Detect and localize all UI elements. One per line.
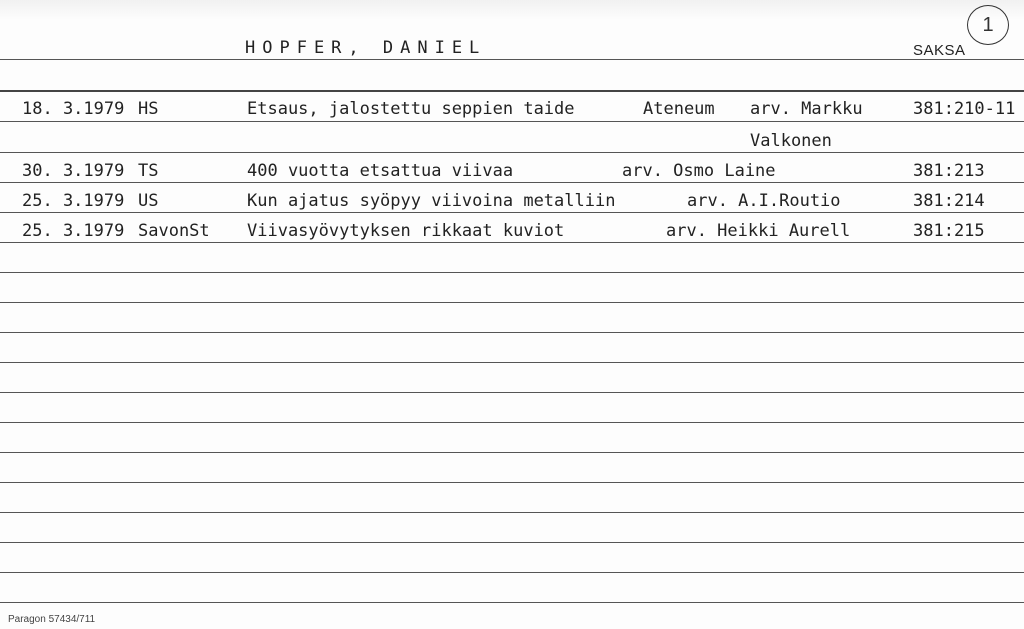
rule-line — [0, 121, 1024, 122]
rule-line — [0, 392, 1024, 393]
rule-line — [0, 182, 1024, 183]
entry-title: Kun ajatus syöpyy viivoina metalliin — [247, 191, 616, 211]
entry-paper: HS — [138, 99, 159, 119]
rule-line — [0, 332, 1024, 333]
entry-reviewer: arv. Markku — [750, 99, 863, 119]
rule-line — [0, 242, 1024, 243]
entry-venue: Ateneum — [643, 99, 715, 119]
entry-code: 381:215 — [913, 221, 985, 241]
rule-line — [0, 152, 1024, 153]
top-edge-shade — [0, 0, 1024, 20]
person-name: HOPFER, DANIEL — [245, 38, 487, 58]
rule-line — [0, 572, 1024, 573]
rule-line — [0, 212, 1024, 213]
rule-line — [0, 482, 1024, 483]
rule-line — [0, 302, 1024, 303]
printer-footer: Paragon 57434/711 — [8, 614, 96, 625]
rule-line — [0, 452, 1024, 453]
entry-title: Viivasyövytyksen rikkaat kuviot — [247, 221, 565, 241]
country-label: SAKSA — [913, 42, 966, 59]
entry-date: 30. 3.1979 — [22, 161, 125, 181]
rule-line — [0, 272, 1024, 273]
entry-title: Etsaus, jalostettu seppien taide — [247, 99, 575, 119]
rule-line — [0, 512, 1024, 513]
entry-reviewer: arv. A.I.Routio — [687, 191, 841, 211]
rule-line — [0, 422, 1024, 423]
entry-code: 381:213 — [913, 161, 985, 181]
entry-title: 400 vuotta etsattua viivaa — [247, 161, 514, 181]
entry-reviewer-continued: Valkonen — [750, 131, 832, 151]
entry-date: 25. 3.1979 — [22, 221, 125, 241]
entry-reviewer: arv. Heikki Aurell — [666, 221, 851, 241]
entry-date: 18. 3.1979 — [22, 99, 125, 119]
card-number: 1 — [982, 13, 994, 36]
rule-line — [0, 362, 1024, 363]
rule-line — [0, 602, 1024, 603]
card-number-badge — [967, 5, 1009, 45]
entry-paper: TS — [138, 161, 159, 181]
entry-code: 381:214 — [913, 191, 985, 211]
entry-paper: SavonSt — [138, 221, 210, 241]
header-double-line — [0, 90, 1024, 92]
header-line — [0, 59, 1024, 60]
entry-code: 381:210-11 — [913, 99, 1016, 119]
rule-line — [0, 542, 1024, 543]
entry-date: 25. 3.1979 — [22, 191, 125, 211]
entry-reviewer: arv. Osmo Laine — [622, 161, 776, 181]
entry-paper: US — [138, 191, 159, 211]
